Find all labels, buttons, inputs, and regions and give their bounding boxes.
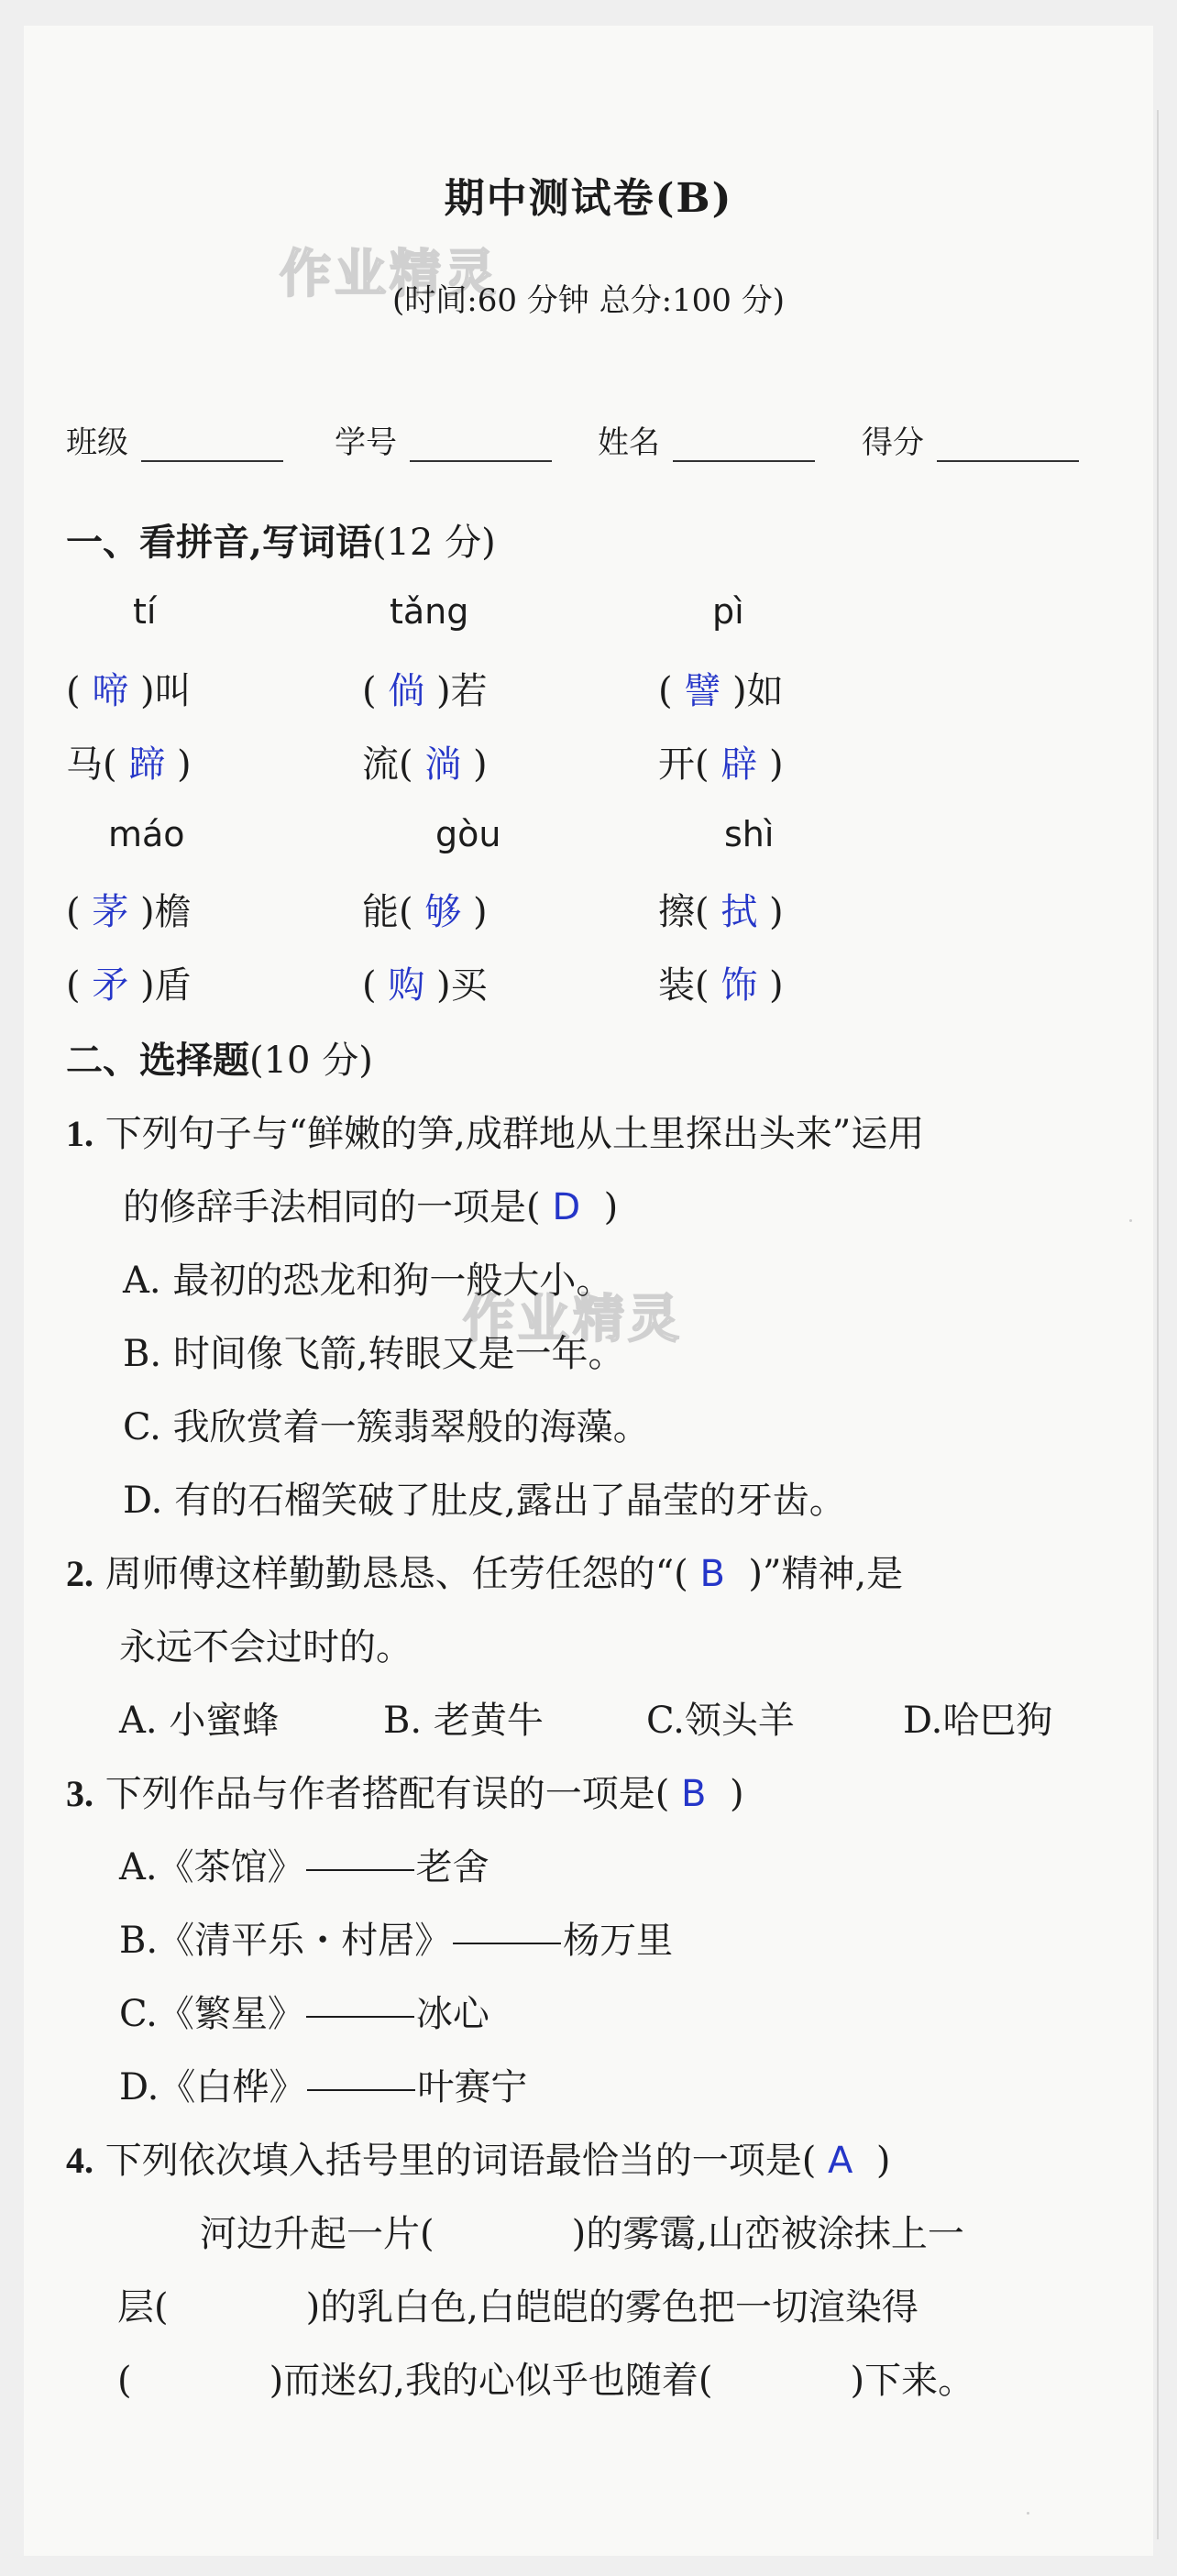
passage-line-1: 河边升起一片( )的雾霭,山峦被涂抹上一: [200, 2213, 964, 2255]
answer-text: 矛: [92, 964, 129, 1007]
answer-text: 倘: [388, 670, 425, 712]
question-3-line1: 3. 下列作品与作者搭配有误的一项是( B ): [66, 1773, 744, 1815]
pinyin-gou: gòu: [435, 814, 501, 854]
question-1-line2: 的修辞手法相同的一项是( D ): [123, 1186, 619, 1228]
answer-text: 购: [388, 964, 425, 1007]
pinyin-ti: tí: [133, 591, 157, 632]
word-blank: ( 啼 )叫: [66, 670, 192, 712]
answer-text: 蹄: [128, 743, 166, 786]
question-2-line1: 2. 周师傅这样勤勤恳恳、任劳任怨的“( B )”精神,是: [66, 1553, 904, 1595]
class-field: 班级: [66, 417, 283, 462]
option-a[interactable]: A.《茶馆》 老舍: [119, 1846, 490, 1888]
question-4-line1: 4. 下列依次填入括号里的词语最恰当的一项是( A ): [66, 2140, 891, 2182]
scan-speck: [1027, 2512, 1029, 2515]
option-a[interactable]: A. 小蜜蜂: [119, 1700, 280, 1742]
word-blank: 开( 辟 ): [658, 743, 784, 786]
answer-text: A: [828, 2140, 853, 2182]
answer-text: 饰: [720, 964, 758, 1007]
question-2-line2: 永远不会过时的。: [119, 1626, 412, 1668]
dash-separator: [306, 2016, 414, 2018]
class-blank[interactable]: [141, 433, 283, 462]
word-blank: 流( 淌 ): [362, 743, 488, 786]
option-d[interactable]: D.《白桦》 叶赛宁: [119, 2066, 528, 2108]
option-d[interactable]: D.哈巴狗: [903, 1700, 1053, 1742]
name-blank[interactable]: [673, 433, 815, 462]
answer-text: 拭: [720, 891, 758, 933]
section1-heading: 一、看拼音,写词语(12 分): [66, 521, 496, 564]
word-blank: ( 茅 )檐: [66, 891, 192, 933]
option-b[interactable]: B. 时间像飞箭,转眼又是一年。: [123, 1333, 625, 1375]
pinyin-pi: pì: [712, 591, 744, 632]
word-blank: ( 购 )买: [362, 964, 488, 1007]
score-field: 得分: [862, 417, 1079, 462]
answer-text: 淌: [424, 743, 462, 786]
word-blank: 装( 饰 ): [658, 964, 784, 1007]
passage-line-2: 层( )的乳白色,白皑皑的雾色把一切渲染得: [117, 2286, 918, 2328]
word-blank: ( 倘 )若: [362, 670, 488, 712]
answer-text: 啼: [92, 670, 129, 712]
option-c[interactable]: C.领头羊: [646, 1700, 795, 1742]
scan-speck: [1129, 1219, 1132, 1222]
dash-separator: [453, 1943, 561, 1944]
pinyin-tang: tǎng: [390, 591, 469, 632]
number-blank[interactable]: [410, 433, 552, 462]
answer-text: D: [552, 1186, 581, 1228]
option-b[interactable]: B. 老黄牛: [383, 1700, 544, 1742]
answer-text: B: [681, 1773, 707, 1815]
dash-separator: [307, 2089, 415, 2091]
word-blank: 马( 蹄 ): [66, 743, 192, 786]
option-c[interactable]: C. 我欣赏着一簇翡翠般的海藻。: [123, 1406, 650, 1448]
word-blank: 能( 够 ): [362, 891, 488, 933]
option-d[interactable]: D. 有的石榴笑破了肚皮,露出了晶莹的牙齿。: [123, 1480, 846, 1522]
section2-heading: 二、选择题(10 分): [66, 1039, 373, 1082]
passage-line-3: ( )而迷幻,我的心似乎也随着( )下来。: [117, 2360, 975, 2402]
word-blank: ( 矛 )盾: [66, 964, 192, 1007]
option-c[interactable]: C.《繁星》 冰心: [119, 1993, 490, 2035]
answer-text: 辟: [720, 743, 758, 786]
pinyin-shi: shì: [724, 814, 775, 854]
answer-text: B: [699, 1553, 725, 1595]
option-a[interactable]: A. 最初的恐龙和狗一般大小。: [123, 1260, 613, 1302]
question-1-line1: 1. 下列句子与“鲜嫩的笋,成群地从土里探出头来”运用: [66, 1113, 925, 1155]
option-b[interactable]: B.《清平乐・村居》 杨万里: [119, 1920, 674, 1962]
pinyin-mao: máo: [108, 814, 185, 854]
page-edge-line: [1157, 110, 1159, 2539]
word-blank: ( 譬 )如: [658, 670, 784, 712]
exam-duration-score: (时间:60 分钟 总分:100 分): [391, 282, 786, 319]
word-blank: 擦( 拭 ): [658, 891, 784, 933]
score-blank[interactable]: [937, 433, 1079, 462]
name-field: 姓名: [598, 417, 815, 462]
watermark-logo: 作业精灵: [463, 1290, 683, 1349]
answer-text: 够: [424, 891, 462, 933]
watermark-logo: 作业精灵: [280, 245, 500, 304]
dash-separator: [306, 1869, 414, 1871]
answer-text: 茅: [92, 891, 129, 933]
page-title: 期中测试卷(B): [444, 175, 733, 222]
answer-text: 譬: [684, 670, 721, 712]
number-field: 学号: [335, 417, 552, 462]
